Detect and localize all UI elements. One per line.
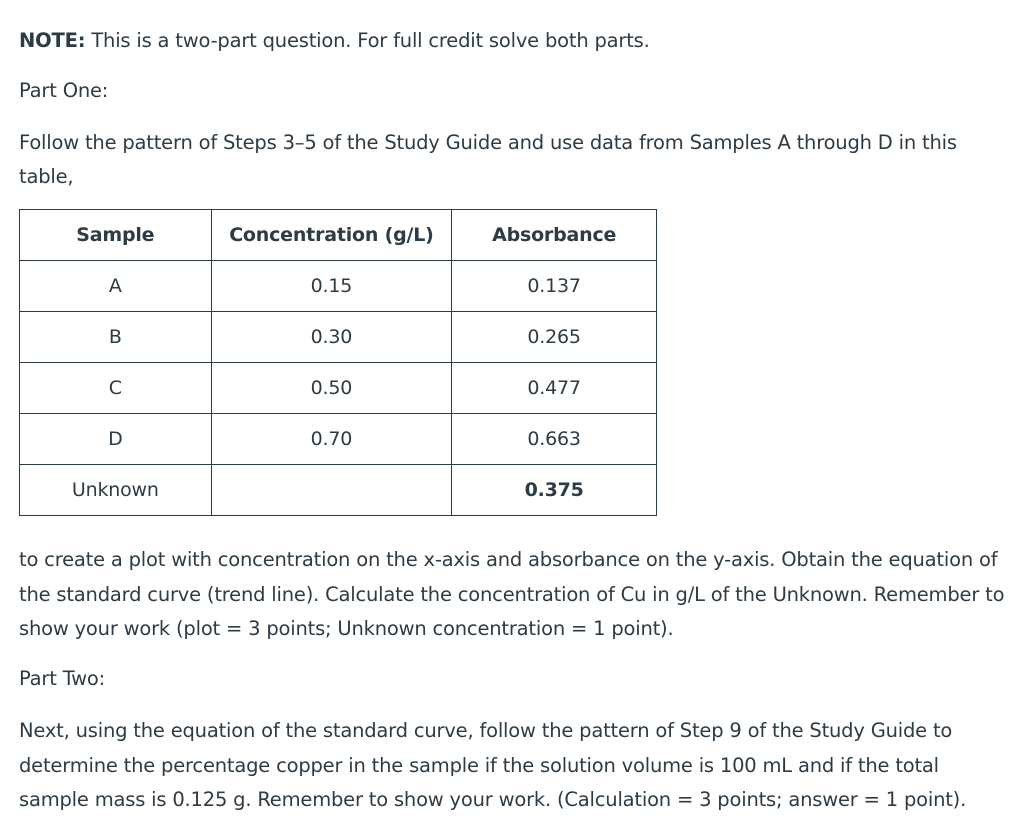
part-two-heading: Part Two:	[19, 667, 106, 690]
concentration-cell: 0.30	[211, 312, 452, 363]
absorbance-cell: 0.663	[452, 414, 657, 465]
sample-cell: B	[20, 312, 212, 363]
absorbance-cell: 0.137	[452, 261, 657, 312]
table-row	[20, 261, 657, 312]
concentration-cell: 0.70	[211, 414, 452, 465]
concentration-cell	[211, 465, 452, 516]
header-absorbance: Absorbance	[452, 210, 657, 261]
table-header-row	[20, 210, 657, 261]
sample-cell: C	[20, 363, 212, 414]
sample-cell: Unknown	[20, 465, 212, 516]
sample-cell: A	[20, 261, 212, 312]
absorbance-cell: 0.265	[452, 312, 657, 363]
concentration-cell: 0.15	[211, 261, 452, 312]
table-row	[20, 312, 657, 363]
note-text: This is a two-part question. For full credit solve both parts.	[85, 29, 650, 52]
absorbance-cell: 0.375	[452, 465, 657, 516]
table-row	[20, 414, 657, 465]
note-paragraph	[19, 27, 650, 55]
absorbance-cell: 0.477	[452, 363, 657, 414]
header-sample: Sample	[20, 210, 212, 261]
sample-data-table	[19, 209, 657, 516]
part-one-instructions: to create a plot with concentration on the x-axis and absorbance on the y-axis. Obtain the equation of the standard curve (trend line). Calculate the concentration of Cu in g/L of the Unknown. Remember to show your work (plot = 3 points; Unknown concentration = 1 point).	[19, 548, 1005, 640]
header-concentration: Concentration (g/L)	[211, 210, 452, 261]
note-label: NOTE:	[19, 29, 86, 52]
table-row	[20, 363, 657, 414]
sample-cell: D	[20, 414, 212, 465]
concentration-cell: 0.50	[211, 363, 452, 414]
table-row	[20, 465, 657, 516]
part-one-heading: Part One:	[19, 79, 109, 102]
part-one-intro: Follow the pattern of Steps 3–5 of the Study Guide and use data from Samples A through D in this table,	[19, 131, 957, 188]
part-two-instructions: Next, using the equation of the standard curve, follow the pattern of Step 9 of the Study Guide to determine the percentage copper in the sample if the solution volume is 100 mL and if the total sample mass is 0.125 g. Remember to show your work. (Calculation = 3 points; answer = 1 point).	[19, 719, 967, 811]
